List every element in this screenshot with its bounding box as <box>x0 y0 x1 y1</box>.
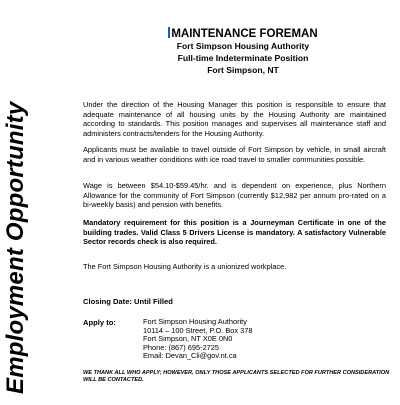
union-paragraph: The Fort Simpson Housing Authority is a unionized workplace. <box>83 262 287 271</box>
address-line: Fort Simpson, NT X0E 0N0 <box>143 334 233 344</box>
phone-line: Phone: (867) 695-2725 <box>143 342 220 352</box>
address-line: Fort Simpson Housing Authority <box>143 317 247 326</box>
side-heading: Employment Opportunity <box>2 101 29 394</box>
requirements-paragraph: Mandatory requirement for this position is a Journeyman Certificate in one of the building trades. Valid Class 5 Drivers License is mandatory. A satisfactory Vulnerable Sector records check is also required. <box>83 218 386 247</box>
travel-paragraph: Applicants must be available to travel outside of Fort Simpson by vehicle, in small aircraft and in various weather conditions with ice road travel to smaller communities possible. <box>83 145 386 164</box>
posting-header <box>150 27 336 76</box>
apply-address <box>143 318 252 361</box>
job-location: Fort Simpson, NT <box>207 65 279 75</box>
job-title-text: MAINTENANCE FOREMAN <box>171 28 318 40</box>
email-line[interactable]: Email: Devan_Cli@gov.nt.ca <box>143 351 237 361</box>
overview-paragraph: Under the direction of the Housing Manager this position is responsible to ensure that adequate maintenance of all housing units by the Housing Authority are maintained according to standards. This position manages and supervises all maintenance staff and administers contracts/tenders for the Housing Authority. <box>83 100 386 138</box>
position-type: Full-time Indeterminate Position <box>177 53 309 63</box>
address-line: 10114 – 100 Street, P.O. Box 378 <box>143 325 253 335</box>
applicant-note: WE THANK ALL WHO APPLY; HOWEVER, ONLY THOSE APPLICANTS SELECTED FOR FURTHER CONSIDERATION WILL BE CONTACTED. <box>83 370 390 383</box>
job-title <box>150 27 336 40</box>
closing-date: Closing Date: Until Filled <box>83 297 173 306</box>
apply-label: Apply to: <box>83 318 116 327</box>
wage-paragraph: Wage is between $54.10-$59.45/hr. and is dependent on experience, plus Northern Allowance for the community of Fort Simpson (currently $12,982 per annum pro-rated on a bi-weekly basis) and pension with benefits. <box>83 181 386 210</box>
organization-name: Fort Simpson Housing Authority <box>176 41 310 51</box>
